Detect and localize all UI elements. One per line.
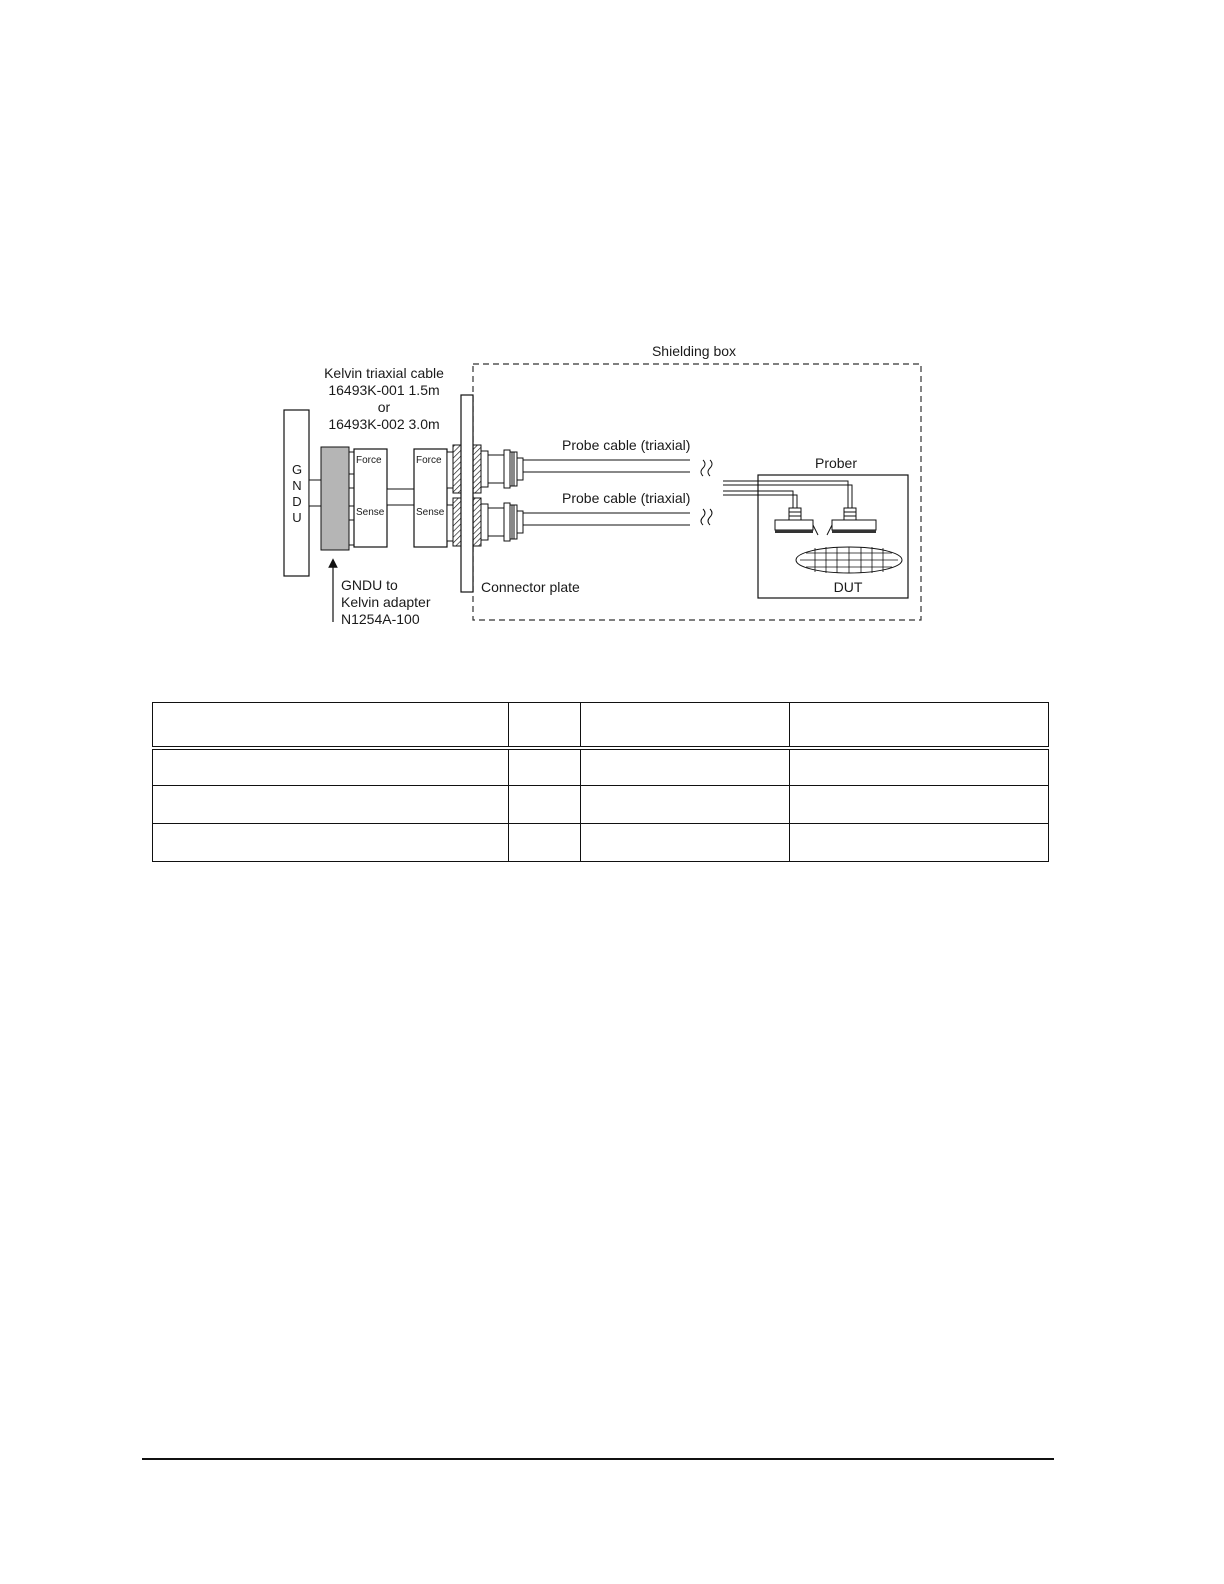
table-cell [153, 748, 509, 786]
probe-cable-top-label: Probe cable (triaxial) [562, 437, 691, 453]
prober-label: Prober [814, 455, 858, 471]
table-header-cell [790, 703, 1049, 748]
gndu-letter: N [292, 478, 302, 493]
kelvin-cable-line: Kelvin triaxial cable [324, 365, 444, 381]
table-row [153, 748, 1049, 786]
table-cell [581, 786, 790, 824]
gndu-connector [309, 480, 321, 506]
table-header-row [153, 703, 1049, 748]
dut-label: DUT [833, 579, 863, 595]
gndu-letter: G [291, 462, 303, 477]
adapter-label-line: Kelvin adapter [341, 594, 431, 610]
adapter-label-line: N1254A-100 [341, 611, 420, 627]
table-cell [509, 786, 581, 824]
footer-rule [142, 1458, 1054, 1460]
table-header-cell [581, 703, 790, 748]
table-header-cell [153, 703, 509, 748]
connector-plate-label: Connector plate [481, 579, 580, 595]
table-header-cell [509, 703, 581, 748]
dut-wafer [796, 547, 902, 573]
kelvin-cable-line: or [377, 399, 391, 415]
probe-cable-bottom [523, 513, 690, 525]
right-force-label: Force [416, 455, 442, 466]
table-cell [790, 786, 1049, 824]
kelvin-cable-label [324, 365, 444, 432]
table-cell [153, 824, 509, 862]
table-cell [153, 786, 509, 824]
plate-connector-top [447, 445, 523, 493]
shielding-box-label: Shielding box [651, 343, 737, 359]
left-force-label: Force [356, 455, 382, 466]
connection-diagram [0, 0, 1224, 700]
gndu-letter: D [292, 494, 302, 509]
gndu-letter: U [292, 510, 302, 525]
table-cell [581, 748, 790, 786]
table-cell [509, 824, 581, 862]
cable-break-top [701, 460, 712, 476]
adapter-label [341, 577, 431, 627]
gndu-unit [284, 410, 309, 576]
probe-cable-top [523, 460, 690, 472]
table-cell [581, 824, 790, 862]
connector-plate [461, 395, 473, 592]
table-cell [790, 824, 1049, 862]
kelvin-cable-line: 16493K-001 1.5m [328, 382, 440, 398]
adapter-label-line: GNDU to [341, 577, 398, 593]
table-cell [509, 748, 581, 786]
table-cell [790, 748, 1049, 786]
probe-cable-bottom-label: Probe cable (triaxial) [562, 490, 691, 506]
cable-break-bottom [701, 509, 712, 525]
spec-table [152, 702, 1049, 862]
table-row [153, 824, 1049, 862]
table-row [153, 786, 1049, 824]
left-sense-label: Sense [356, 507, 385, 518]
kelvin-cable-line: 16493K-002 3.0m [328, 416, 440, 432]
kelvin-triaxial-cable [387, 489, 414, 505]
right-sense-label: Sense [416, 507, 445, 518]
gndu-kelvin-adapter [321, 447, 349, 550]
plate-connector-bottom [447, 498, 523, 546]
